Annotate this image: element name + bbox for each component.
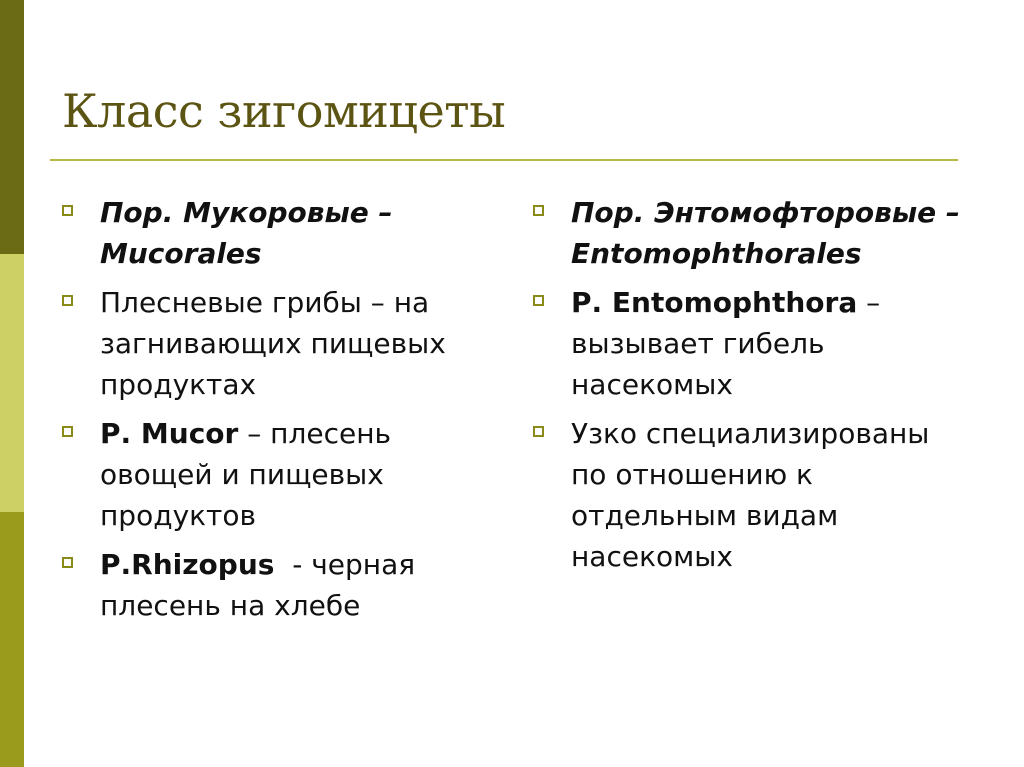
hollow-square-icon bbox=[533, 205, 544, 216]
left-column bbox=[62, 192, 502, 634]
list-item bbox=[62, 413, 502, 536]
order-entomophthorales: Пор. Энтомофторовые – Entomophthorales bbox=[571, 196, 960, 270]
hollow-square-icon bbox=[533, 426, 544, 437]
list-item bbox=[62, 544, 502, 626]
right-column bbox=[533, 192, 973, 585]
slide-title: Класс зигомицеты bbox=[62, 84, 506, 138]
entomophthora-description: – вызывает гибель насекомых bbox=[571, 286, 881, 401]
hollow-square-icon bbox=[62, 426, 73, 437]
specialization-text: Узко специализированы по отношению к отдельным видам насекомых bbox=[571, 417, 930, 573]
genus-rhizopus: Р.Rhizopus bbox=[100, 548, 275, 581]
genus-entomophthora: Р. Entomophthora bbox=[571, 286, 858, 319]
mucor-description: – плесень овощей и пищевых продуктов bbox=[100, 417, 392, 532]
list-item bbox=[62, 282, 502, 405]
hollow-square-icon bbox=[533, 295, 544, 306]
side-band-mid bbox=[0, 512, 24, 767]
side-band-light bbox=[0, 254, 24, 512]
title-divider bbox=[50, 159, 958, 161]
hollow-square-icon bbox=[62, 205, 73, 216]
rhizopus-description: - черная плесень на хлебе bbox=[100, 548, 424, 622]
hollow-square-icon bbox=[62, 557, 73, 568]
list-item bbox=[533, 413, 973, 577]
list-item bbox=[533, 282, 973, 405]
hollow-square-icon bbox=[62, 295, 73, 306]
mold-fungi-text: Плесневые грибы – на загнивающих пищевых продуктах bbox=[100, 286, 446, 401]
list-item bbox=[533, 192, 973, 274]
list-item bbox=[62, 192, 502, 274]
genus-mucor: Р. Mucor bbox=[100, 417, 239, 450]
side-band-dark bbox=[0, 0, 24, 254]
order-mucorales: Пор. Мукоровые – Mucorales bbox=[100, 196, 393, 270]
